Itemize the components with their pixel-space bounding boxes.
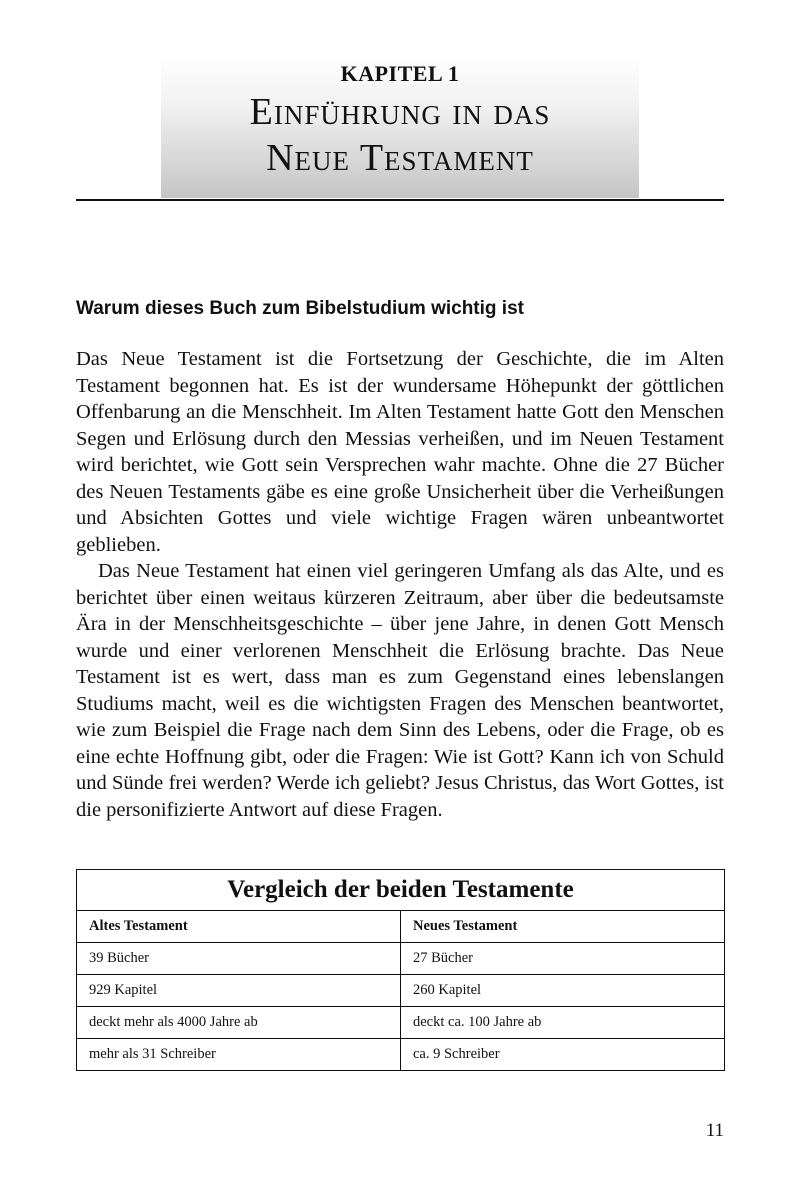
table-row <box>77 943 725 975</box>
table-cell: 27 Bücher <box>401 943 725 975</box>
table-cell: 39 Bücher <box>77 943 401 975</box>
body-text <box>76 346 724 823</box>
table-cell: mehr als 31 Schreiber <box>77 1039 401 1071</box>
table-row <box>77 1039 725 1071</box>
chapter-header <box>161 55 639 198</box>
chapter-title-line-1: Einführung in das <box>249 91 551 133</box>
table-row <box>77 975 725 1007</box>
table-cell: 929 Kapitel <box>77 975 401 1007</box>
table-cell: ca. 9 Schreiber <box>401 1039 725 1071</box>
table-cell: 260 Kapitel <box>401 975 725 1007</box>
column-header-new: Neues Testament <box>401 911 725 943</box>
chapter-title-line-2: Neue Testament <box>266 137 534 179</box>
table-cell: deckt ca. 100 Jahre ab <box>401 1007 725 1039</box>
column-header-old: Altes Testament <box>77 911 401 943</box>
table-row <box>77 1007 725 1039</box>
comparison-table <box>76 869 725 1071</box>
table-cell: deckt mehr als 4000 Jahre ab <box>77 1007 401 1039</box>
header-rule <box>76 199 724 201</box>
table-title-row <box>77 870 725 911</box>
paragraph-1: Das Neue Testament ist die Fortsetzung der Geschichte, die im Alten Testament begonnen hat. Es ist der wundersame Höhepunkt der göttlichen Offenbarung an die Menschheit. Im Alten Testament hatte Gott den Menschen Segen und Erlösung durch den Messias verheißen, und im Neuen Testament wird berichtet, wie Gott sein Versprechen wahr machte. Ohne die 27 Bücher des Neuen Testaments gäbe es eine große Unsicherheit über die Verheißungen und Absichten Gottes und viele wichtige Fragen wären unbeantwortet geblieben. <box>76 348 724 556</box>
section-heading: Warum dieses Buch zum Bibelstudium wichtig ist <box>76 298 524 319</box>
paragraph-2: Das Neue Testament hat einen viel geringeren Umfang als das Alte, und es berichtet über einen weitaus kürzeren Zeitraum, aber über die bedeutsamste Ära in der Menschheitsgeschichte – über jene Jahre, in denen Gott Mensch wurde und einer verlorenen Menschheit die Erlösung brachte. Das Neue Testament ist es wert, dass man es zum Gegenstand eines lebenslangen Studiums macht, weil es die wichtigsten Fragen des Menschen beantwortet, wie zum Beispiel die Frage nach dem Sinn des Lebens, oder die Frage, ob es eine echte Hoffnung gibt, oder die Fragen: Wie ist Gott? Kann ich von Schuld und Sünde frei werden? Werde ich geliebt? Jesus Christus, das Wort Gottes, ist die personifizierte Antwort auf diese Fragen. <box>76 560 724 821</box>
chapter-label: KAPITEL 1 <box>340 61 460 86</box>
chapter-title <box>161 89 639 181</box>
page-number: 11 <box>705 1120 724 1141</box>
table-header-row <box>77 911 725 943</box>
table-title: Vergleich der beiden Testamente <box>77 870 725 911</box>
